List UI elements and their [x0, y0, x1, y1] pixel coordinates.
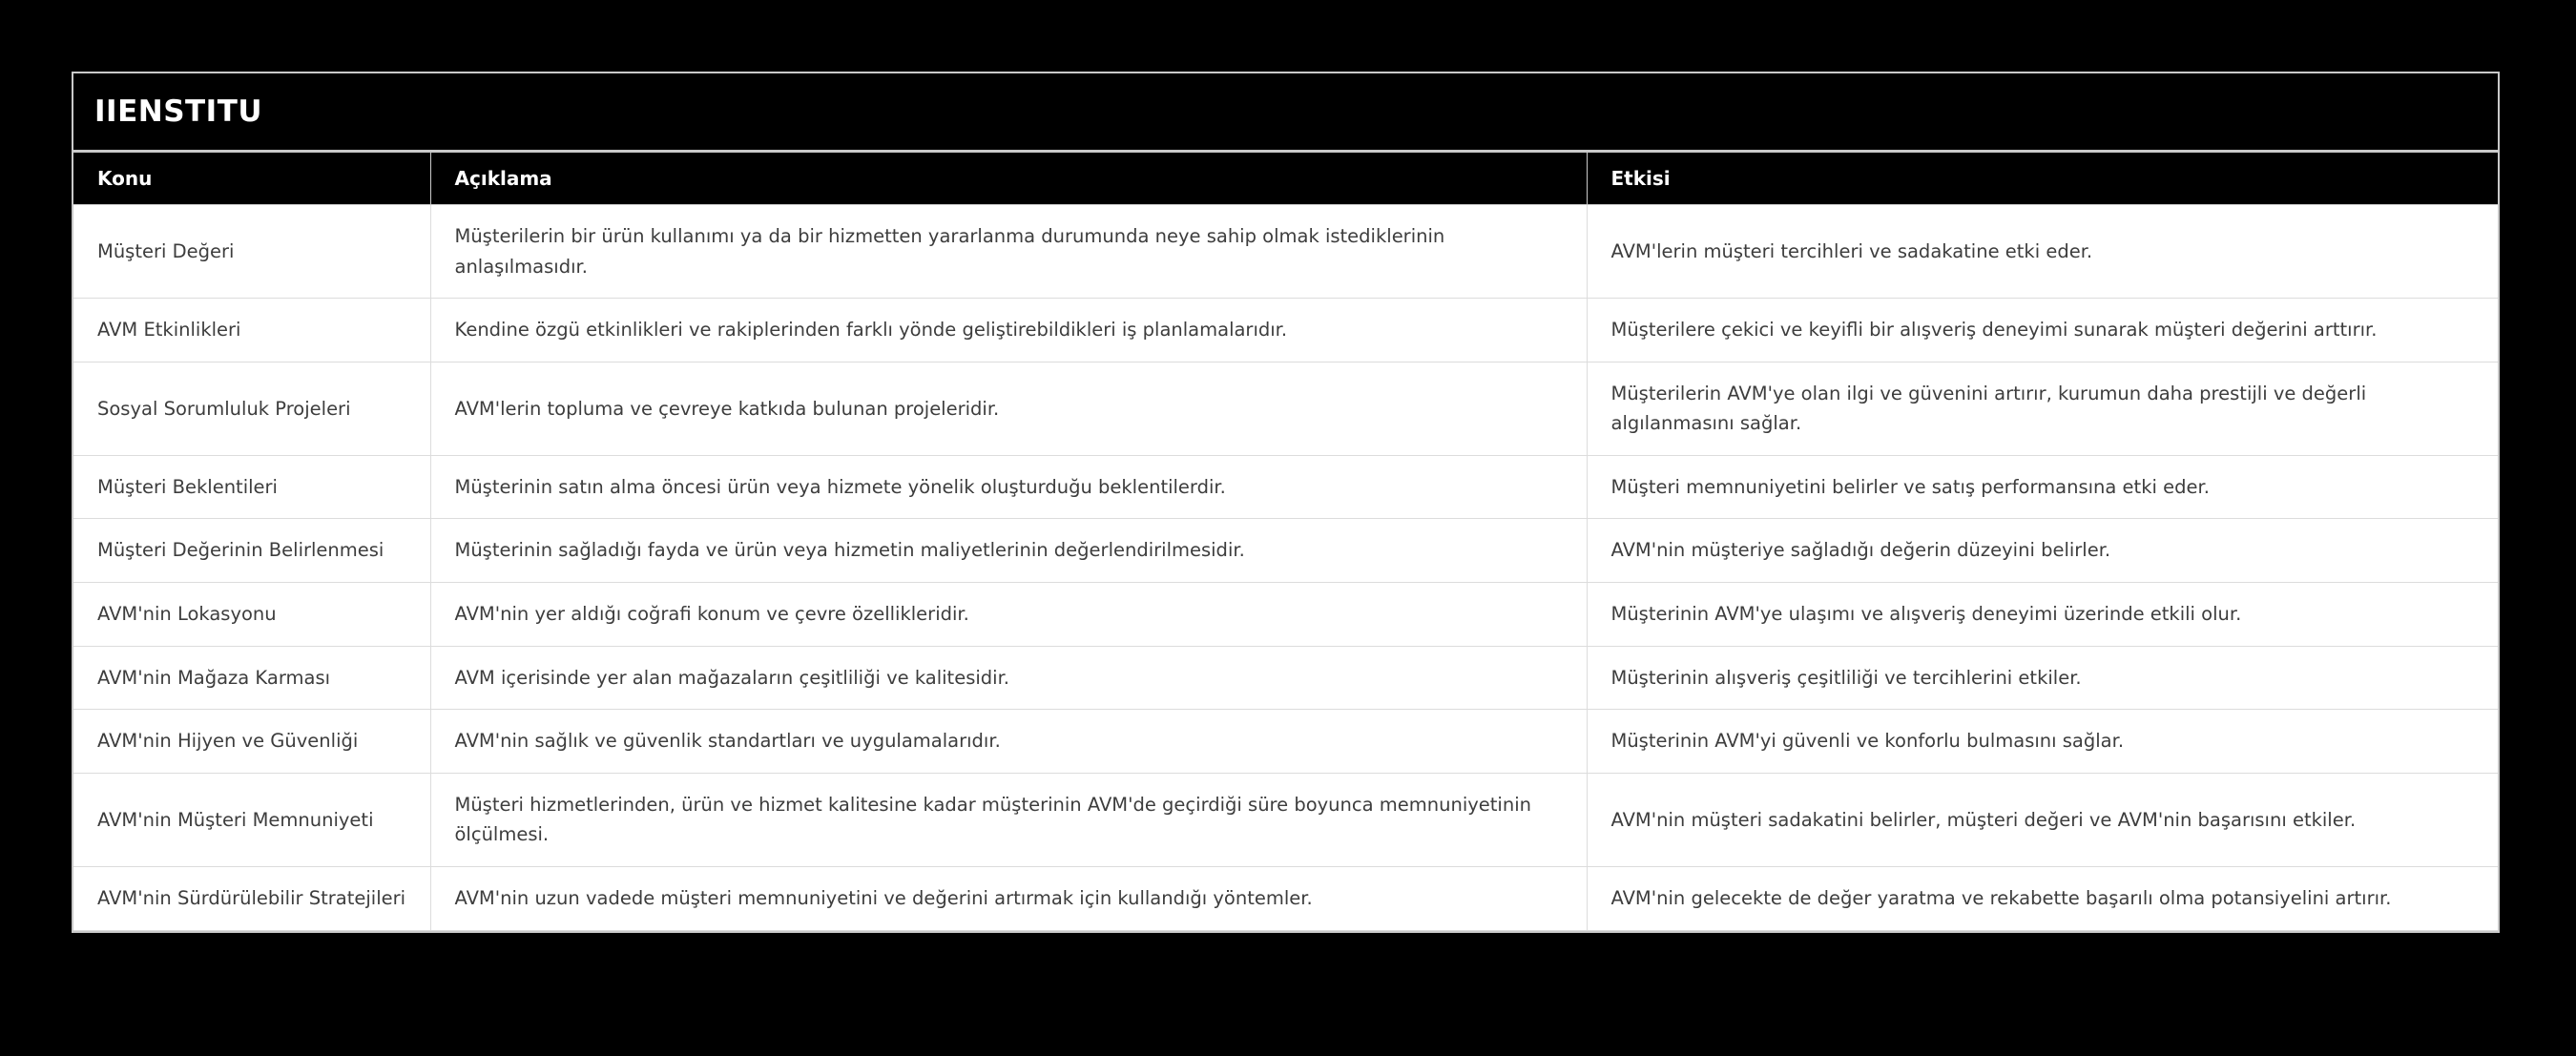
table-row [73, 519, 2498, 583]
table-body [73, 205, 2498, 931]
cell-etkisi: Müşterinin AVM'yi güvenli ve konforlu bulmasını sağlar. [1587, 710, 2498, 774]
content-table-panel [72, 72, 2500, 933]
cell-aciklama: AVM'nin uzun vadede müşteri memnuniyetini ve değerini artırmak için kullandığı yöntemler. [430, 866, 1587, 930]
cell-konu: Müşteri Değeri [73, 205, 430, 299]
info-table [73, 152, 2498, 931]
table-row [73, 455, 2498, 519]
table-row [73, 866, 2498, 930]
table-row [73, 362, 2498, 455]
cell-etkisi: Müşterinin AVM'ye ulaşımı ve alışveriş deneyimi üzerinde etkili olur. [1587, 583, 2498, 647]
cell-etkisi: AVM'nin müşteriye sağladığı değerin düzeyini belirler. [1587, 519, 2498, 583]
table-row [73, 205, 2498, 299]
cell-aciklama: AVM'nin sağlık ve güvenlik standartları ve uygulamalarıdır. [430, 710, 1587, 774]
brand-title: IIENSTITU [73, 73, 2498, 152]
table-row [73, 583, 2498, 647]
table-row [73, 773, 2498, 866]
table-row [73, 710, 2498, 774]
cell-aciklama: Müşteri hizmetlerinden, ürün ve hizmet kalitesine kadar müşterinin AVM'de geçirdiği süre boyunca memnuniyetinin ölçülmesi. [430, 773, 1587, 866]
cell-etkisi: Müşterinin alışveriş çeşitliliği ve tercihlerini etkiler. [1587, 646, 2498, 710]
cell-konu: AVM Etkinlikleri [73, 299, 430, 362]
cell-aciklama: Müşterinin satın alma öncesi ürün veya hizmete yönelik oluşturduğu beklentilerdir. [430, 455, 1587, 519]
cell-aciklama: AVM'nin yer aldığı coğrafi konum ve çevre özellikleridir. [430, 583, 1587, 647]
table-row [73, 646, 2498, 710]
cell-aciklama: Kendine özgü etkinlikleri ve rakiplerinden farklı yönde geliştirebildikleri iş planlamalarıdır. [430, 299, 1587, 362]
cell-konu: AVM'nin Müşteri Memnuniyeti [73, 773, 430, 866]
cell-etkisi: Müşteri memnuniyetini belirler ve satış performansına etki eder. [1587, 455, 2498, 519]
table-row [73, 299, 2498, 362]
cell-aciklama: Müşterinin sağladığı fayda ve ürün veya hizmetin maliyetlerinin değerlendirilmesidir. [430, 519, 1587, 583]
header-row [73, 153, 2498, 205]
cell-konu: Müşteri Değerinin Belirlenmesi [73, 519, 430, 583]
cell-konu: AVM'nin Mağaza Karması [73, 646, 430, 710]
cell-konu: Müşteri Beklentileri [73, 455, 430, 519]
cell-etkisi: Müşterilere çekici ve keyifli bir alışveriş deneyimi sunarak müşteri değerini arttırır. [1587, 299, 2498, 362]
cell-konu: AVM'nin Sürdürülebilir Stratejileri [73, 866, 430, 930]
column-header-aciklama: Açıklama [430, 153, 1587, 205]
cell-konu: AVM'nin Hijyen ve Güvenliği [73, 710, 430, 774]
cell-etkisi: AVM'nin gelecekte de değer yaratma ve rekabette başarılı olma potansiyelini artırır. [1587, 866, 2498, 930]
column-header-etkisi: Etkisi [1587, 153, 2498, 205]
cell-konu: AVM'nin Lokasyonu [73, 583, 430, 647]
cell-aciklama: AVM içerisinde yer alan mağazaların çeşitliliği ve kalitesidir. [430, 646, 1587, 710]
cell-etkisi: Müşterilerin AVM'ye olan ilgi ve güvenini artırır, kurumun daha prestijli ve değerli algılanmasını sağlar. [1587, 362, 2498, 455]
cell-aciklama: AVM'lerin topluma ve çevreye katkıda bulunan projeleridir. [430, 362, 1587, 455]
column-header-konu: Konu [73, 153, 430, 205]
cell-konu: Sosyal Sorumluluk Projeleri [73, 362, 430, 455]
cell-aciklama: Müşterilerin bir ürün kullanımı ya da bir hizmetten yararlanma durumunda neye sahip olmak istediklerinin anlaşılmasıdır. [430, 205, 1587, 299]
cell-etkisi: AVM'lerin müşteri tercihleri ve sadakatine etki eder. [1587, 205, 2498, 299]
cell-etkisi: AVM'nin müşteri sadakatini belirler, müşteri değeri ve AVM'nin başarısını etkiler. [1587, 773, 2498, 866]
